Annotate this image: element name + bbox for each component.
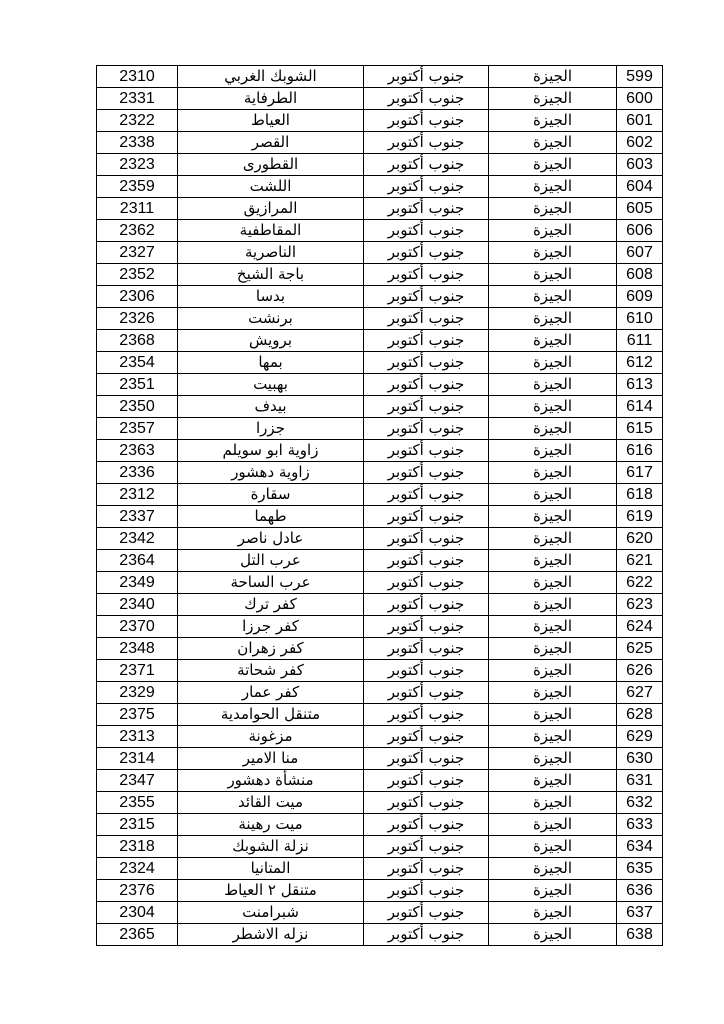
village-code-cell: 2350 (97, 396, 178, 418)
table-row (97, 220, 663, 242)
village-code-cell: 2314 (97, 748, 178, 770)
village-code-cell: 2375 (97, 704, 178, 726)
row-number-cell: 616 (617, 440, 663, 462)
district-cell: جنوب أكتوبر (364, 506, 489, 528)
district-cell: جنوب أكتوبر (364, 528, 489, 550)
district-cell: جنوب أكتوبر (364, 550, 489, 572)
table-row (97, 66, 663, 88)
table-row (97, 550, 663, 572)
district-cell: جنوب أكتوبر (364, 858, 489, 880)
village-code-cell: 2329 (97, 682, 178, 704)
district-cell: جنوب أكتوبر (364, 88, 489, 110)
village-name-cell: نزله الاشطر (178, 924, 364, 946)
village-code-cell: 2357 (97, 418, 178, 440)
village-code-cell: 2306 (97, 286, 178, 308)
row-number-cell: 638 (617, 924, 663, 946)
table-row (97, 902, 663, 924)
village-name-cell: عرب التل (178, 550, 364, 572)
governorate-cell: الجيزة (489, 682, 617, 704)
governorate-cell: الجيزة (489, 352, 617, 374)
village-name-cell: متنقل الحوامدية (178, 704, 364, 726)
district-cell: جنوب أكتوبر (364, 880, 489, 902)
district-cell: جنوب أكتوبر (364, 704, 489, 726)
row-number-cell: 606 (617, 220, 663, 242)
village-code-cell: 2331 (97, 88, 178, 110)
table-row (97, 132, 663, 154)
village-table (96, 65, 663, 946)
row-number-cell: 632 (617, 792, 663, 814)
village-name-cell: اللشت (178, 176, 364, 198)
table-row (97, 858, 663, 880)
row-number-cell: 630 (617, 748, 663, 770)
district-cell: جنوب أكتوبر (364, 264, 489, 286)
district-cell: جنوب أكتوبر (364, 396, 489, 418)
village-name-cell: كفر جرزا (178, 616, 364, 638)
district-cell: جنوب أكتوبر (364, 462, 489, 484)
table-row (97, 616, 663, 638)
village-code-cell: 2363 (97, 440, 178, 462)
table-row (97, 440, 663, 462)
row-number-cell: 605 (617, 198, 663, 220)
village-code-cell: 2351 (97, 374, 178, 396)
village-code-cell: 2364 (97, 550, 178, 572)
table-row (97, 770, 663, 792)
governorate-cell: الجيزة (489, 198, 617, 220)
row-number-cell: 636 (617, 880, 663, 902)
row-number-cell: 631 (617, 770, 663, 792)
village-name-cell: طهما (178, 506, 364, 528)
governorate-cell: الجيزة (489, 440, 617, 462)
district-cell: جنوب أكتوبر (364, 902, 489, 924)
village-name-cell: باجة الشيخ (178, 264, 364, 286)
village-code-cell: 2318 (97, 836, 178, 858)
village-code-cell: 2348 (97, 638, 178, 660)
governorate-cell: الجيزة (489, 220, 617, 242)
village-code-cell: 2311 (97, 198, 178, 220)
village-code-cell: 2359 (97, 176, 178, 198)
row-number-cell: 633 (617, 814, 663, 836)
table-row (97, 308, 663, 330)
row-number-cell: 603 (617, 154, 663, 176)
village-name-cell: عادل ناصر (178, 528, 364, 550)
row-number-cell: 613 (617, 374, 663, 396)
row-number-cell: 608 (617, 264, 663, 286)
village-code-cell: 2371 (97, 660, 178, 682)
village-code-cell: 2370 (97, 616, 178, 638)
governorate-cell: الجيزة (489, 132, 617, 154)
village-name-cell: متنقل ٢ العياط (178, 880, 364, 902)
village-code-cell: 2352 (97, 264, 178, 286)
table-row (97, 176, 663, 198)
row-number-cell: 609 (617, 286, 663, 308)
district-cell: جنوب أكتوبر (364, 198, 489, 220)
governorate-cell: الجيزة (489, 594, 617, 616)
governorate-cell: الجيزة (489, 770, 617, 792)
village-name-cell: الشوبك الغربي (178, 66, 364, 88)
village-code-cell: 2322 (97, 110, 178, 132)
village-code-cell: 2337 (97, 506, 178, 528)
table-row (97, 330, 663, 352)
table-row (97, 792, 663, 814)
village-table-body (97, 66, 663, 946)
village-code-cell: 2327 (97, 242, 178, 264)
village-code-cell: 2342 (97, 528, 178, 550)
district-cell: جنوب أكتوبر (364, 418, 489, 440)
governorate-cell: الجيزة (489, 374, 617, 396)
governorate-cell: الجيزة (489, 154, 617, 176)
governorate-cell: الجيزة (489, 330, 617, 352)
table-row (97, 682, 663, 704)
table-row (97, 352, 663, 374)
table-row (97, 396, 663, 418)
village-code-cell: 2323 (97, 154, 178, 176)
row-number-cell: 615 (617, 418, 663, 440)
governorate-cell: الجيزة (489, 726, 617, 748)
village-name-cell: بيدف (178, 396, 364, 418)
district-cell: جنوب أكتوبر (364, 440, 489, 462)
village-name-cell: منشأة دهشور (178, 770, 364, 792)
village-code-cell: 2354 (97, 352, 178, 374)
village-code-cell: 2355 (97, 792, 178, 814)
village-name-cell: عرب الساحة (178, 572, 364, 594)
governorate-cell: الجيزة (489, 308, 617, 330)
district-cell: جنوب أكتوبر (364, 682, 489, 704)
row-number-cell: 623 (617, 594, 663, 616)
district-cell: جنوب أكتوبر (364, 836, 489, 858)
governorate-cell: الجيزة (489, 814, 617, 836)
row-number-cell: 621 (617, 550, 663, 572)
table-row (97, 110, 663, 132)
village-name-cell: بدسا (178, 286, 364, 308)
table-row (97, 924, 663, 946)
governorate-cell: الجيزة (489, 902, 617, 924)
village-name-cell: برنشت (178, 308, 364, 330)
district-cell: جنوب أكتوبر (364, 330, 489, 352)
row-number-cell: 635 (617, 858, 663, 880)
governorate-cell: الجيزة (489, 858, 617, 880)
row-number-cell: 619 (617, 506, 663, 528)
village-name-cell: ميت القائد (178, 792, 364, 814)
village-name-cell: بمها (178, 352, 364, 374)
governorate-cell: الجيزة (489, 66, 617, 88)
district-cell: جنوب أكتوبر (364, 660, 489, 682)
village-code-cell: 2349 (97, 572, 178, 594)
village-code-cell: 2315 (97, 814, 178, 836)
village-code-cell: 2368 (97, 330, 178, 352)
district-cell: جنوب أكتوبر (364, 638, 489, 660)
row-number-cell: 617 (617, 462, 663, 484)
table-row (97, 264, 663, 286)
village-code-cell: 2313 (97, 726, 178, 748)
row-number-cell: 618 (617, 484, 663, 506)
row-number-cell: 626 (617, 660, 663, 682)
village-code-cell: 2304 (97, 902, 178, 924)
governorate-cell: الجيزة (489, 418, 617, 440)
village-code-cell: 2365 (97, 924, 178, 946)
table-row (97, 462, 663, 484)
governorate-cell: الجيزة (489, 528, 617, 550)
village-code-cell: 2310 (97, 66, 178, 88)
district-cell: جنوب أكتوبر (364, 110, 489, 132)
village-name-cell: زاوية ابو سويلم (178, 440, 364, 462)
table-row (97, 198, 663, 220)
village-name-cell: كفر ترك (178, 594, 364, 616)
village-code-cell: 2362 (97, 220, 178, 242)
village-name-cell: المرازيق (178, 198, 364, 220)
village-name-cell: ميت رهينة (178, 814, 364, 836)
table-row (97, 814, 663, 836)
village-code-cell: 2376 (97, 880, 178, 902)
district-cell: جنوب أكتوبر (364, 770, 489, 792)
district-cell: جنوب أكتوبر (364, 242, 489, 264)
village-name-cell: برويش (178, 330, 364, 352)
table-row (97, 880, 663, 902)
table-row (97, 660, 663, 682)
table-row (97, 506, 663, 528)
village-code-cell: 2324 (97, 858, 178, 880)
table-row (97, 572, 663, 594)
district-cell: جنوب أكتوبر (364, 594, 489, 616)
district-cell: جنوب أكتوبر (364, 572, 489, 594)
village-name-cell: نزلة الشوبك (178, 836, 364, 858)
village-code-cell: 2312 (97, 484, 178, 506)
row-number-cell: 625 (617, 638, 663, 660)
village-name-cell: الناصرية (178, 242, 364, 264)
table-row (97, 748, 663, 770)
district-cell: جنوب أكتوبر (364, 616, 489, 638)
village-name-cell: العياط (178, 110, 364, 132)
table-row (97, 418, 663, 440)
row-number-cell: 610 (617, 308, 663, 330)
governorate-cell: الجيزة (489, 242, 617, 264)
row-number-cell: 627 (617, 682, 663, 704)
table-row (97, 704, 663, 726)
governorate-cell: الجيزة (489, 506, 617, 528)
governorate-cell: الجيزة (489, 616, 617, 638)
district-cell: جنوب أكتوبر (364, 66, 489, 88)
table-row (97, 242, 663, 264)
table-row (97, 484, 663, 506)
village-name-cell: شبرامنت (178, 902, 364, 924)
governorate-cell: الجيزة (489, 462, 617, 484)
district-cell: جنوب أكتوبر (364, 308, 489, 330)
village-code-cell: 2326 (97, 308, 178, 330)
village-name-cell: مزغونة (178, 726, 364, 748)
district-cell: جنوب أكتوبر (364, 220, 489, 242)
village-code-cell: 2340 (97, 594, 178, 616)
village-code-cell: 2338 (97, 132, 178, 154)
district-cell: جنوب أكتوبر (364, 726, 489, 748)
row-number-cell: 634 (617, 836, 663, 858)
governorate-cell: الجيزة (489, 484, 617, 506)
governorate-cell: الجيزة (489, 396, 617, 418)
governorate-cell: الجيزة (489, 550, 617, 572)
district-cell: جنوب أكتوبر (364, 132, 489, 154)
table-row (97, 726, 663, 748)
district-cell: جنوب أكتوبر (364, 814, 489, 836)
district-cell: جنوب أكتوبر (364, 286, 489, 308)
table-row (97, 594, 663, 616)
row-number-cell: 622 (617, 572, 663, 594)
governorate-cell: الجيزة (489, 638, 617, 660)
governorate-cell: الجيزة (489, 924, 617, 946)
governorate-cell: الجيزة (489, 880, 617, 902)
row-number-cell: 624 (617, 616, 663, 638)
governorate-cell: الجيزة (489, 88, 617, 110)
table-row (97, 836, 663, 858)
district-cell: جنوب أكتوبر (364, 484, 489, 506)
table-row (97, 88, 663, 110)
governorate-cell: الجيزة (489, 110, 617, 132)
row-number-cell: 611 (617, 330, 663, 352)
village-name-cell: منا الامير (178, 748, 364, 770)
village-name-cell: القطورى (178, 154, 364, 176)
village-name-cell: الطرفاية (178, 88, 364, 110)
district-cell: جنوب أكتوبر (364, 176, 489, 198)
village-code-cell: 2347 (97, 770, 178, 792)
table-row (97, 528, 663, 550)
governorate-cell: الجيزة (489, 286, 617, 308)
governorate-cell: الجيزة (489, 264, 617, 286)
governorate-cell: الجيزة (489, 836, 617, 858)
village-name-cell: جزرا (178, 418, 364, 440)
district-cell: جنوب أكتوبر (364, 924, 489, 946)
district-cell: جنوب أكتوبر (364, 748, 489, 770)
district-cell: جنوب أكتوبر (364, 792, 489, 814)
governorate-cell: الجيزة (489, 660, 617, 682)
table-row (97, 286, 663, 308)
row-number-cell: 637 (617, 902, 663, 924)
village-name-cell: زاوية دهشور (178, 462, 364, 484)
row-number-cell: 628 (617, 704, 663, 726)
governorate-cell: الجيزة (489, 176, 617, 198)
governorate-cell: الجيزة (489, 572, 617, 594)
row-number-cell: 629 (617, 726, 663, 748)
village-name-cell: كفر شحاتة (178, 660, 364, 682)
row-number-cell: 600 (617, 88, 663, 110)
table-row (97, 154, 663, 176)
district-cell: جنوب أكتوبر (364, 374, 489, 396)
row-number-cell: 602 (617, 132, 663, 154)
village-name-cell: بهبيت (178, 374, 364, 396)
village-name-cell: سقارة (178, 484, 364, 506)
table-row (97, 374, 663, 396)
row-number-cell: 607 (617, 242, 663, 264)
governorate-cell: الجيزة (489, 704, 617, 726)
village-name-cell: القصر (178, 132, 364, 154)
district-cell: جنوب أكتوبر (364, 352, 489, 374)
row-number-cell: 614 (617, 396, 663, 418)
table-row (97, 638, 663, 660)
village-name-cell: كفر زهران (178, 638, 364, 660)
row-number-cell: 604 (617, 176, 663, 198)
governorate-cell: الجيزة (489, 792, 617, 814)
row-number-cell: 601 (617, 110, 663, 132)
row-number-cell: 599 (617, 66, 663, 88)
village-name-cell: المقاطفية (178, 220, 364, 242)
village-name-cell: المتانيا (178, 858, 364, 880)
row-number-cell: 620 (617, 528, 663, 550)
row-number-cell: 612 (617, 352, 663, 374)
governorate-cell: الجيزة (489, 748, 617, 770)
village-code-cell: 2336 (97, 462, 178, 484)
village-name-cell: كفر عمار (178, 682, 364, 704)
district-cell: جنوب أكتوبر (364, 154, 489, 176)
